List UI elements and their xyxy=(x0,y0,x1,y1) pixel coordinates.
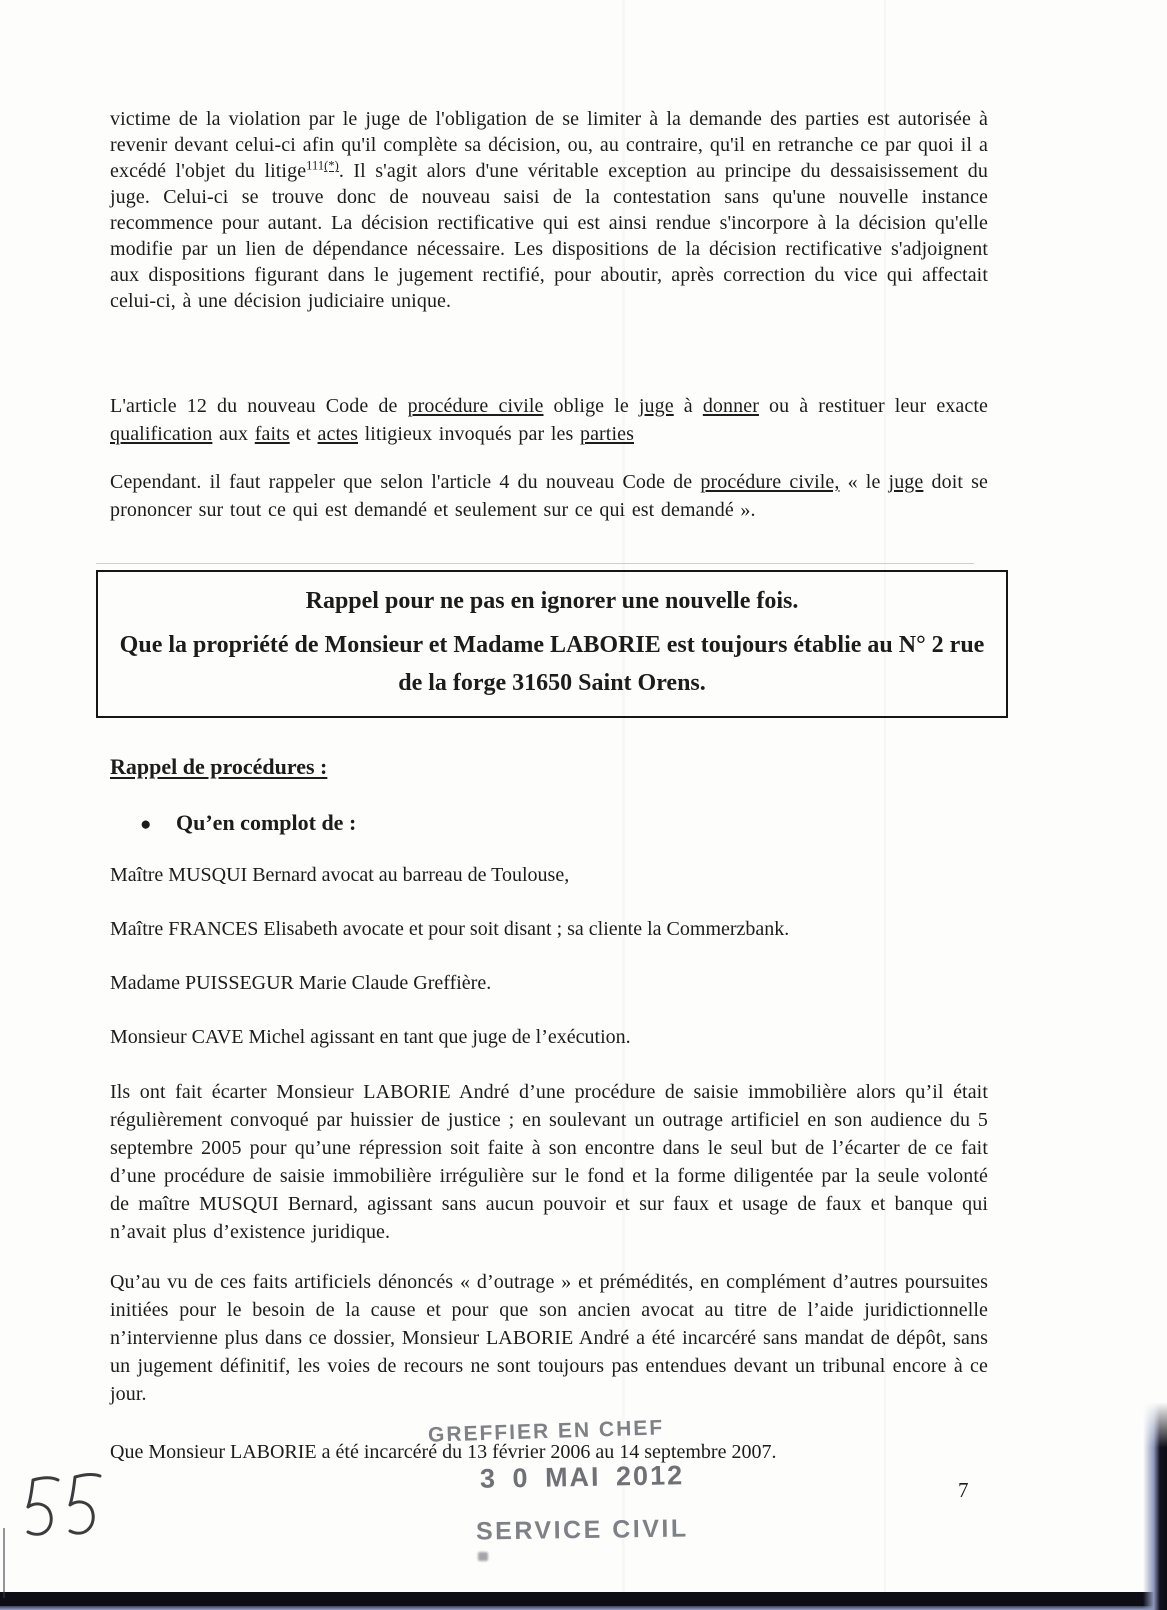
section-heading-rappel-de-procedures: Rappel de procédures : xyxy=(110,754,328,779)
party-line-cave: Monsieur CAVE Michel agissant en tant que juge de l’exécution. xyxy=(110,1026,631,1048)
scan-border-bottom-shadow xyxy=(0,1606,1167,1610)
paragraph-article-4: Cependant. il faut rappeler que selon l'article 4 du nouveau Code de procédure civile, « le juge doit se prononcer sur tout ce qui est demandé et seulement sur ce qui est demandé ». xyxy=(110,471,988,521)
final-line-incarceration: Que Monsieur LABORIE a été incarcéré du 13 février 2006 au 14 septembre 2007. xyxy=(110,1441,777,1463)
scan-line-artifact xyxy=(96,563,974,564)
stamp-date: 3 0 MAI 2012 xyxy=(479,1460,685,1494)
paragraph-saisie-immobiliere: Ils ont fait écarter Monsieur LABORIE André d’une procédure de saisie immobilière alors qu’il était régulièrement convoqué par huissier de justice ; en soulevant un outrage artificiel en son audience du 5 septembre 2005 pour qu’une répression soit faite à son encontre dans le seul but de l’écarter de ce fait d’une procédure de saisie immobilière irrégulière sur le fond et la forme diligentée par la seule volonté de maître MUSQUI Bernard, agissant sans aucun pouvoir et sur faux et usage de faux et banque qui n’avait plus d’existence juridique. xyxy=(110,1081,988,1243)
stamp-service-civil: SERVICE CIVIL xyxy=(475,1514,689,1546)
stamp-greffier-en-chef: GREFFIER EN CHEF xyxy=(427,1416,665,1447)
paragraph-dessaisissement: victime de la violation par le juge de l'obligation de se limiter à la demande des parties est autorisée à revenir devant celui-ci afin qu'il complète sa décision, ou, au contraire, qu'il en retranche ce par quoi il a excédé l'objet du litige$^{111(*)}$. Il s'agit alors d'une véritable exception au principe du dessaisissement du juge. Celui-ci se trouve donc de nouveau saisi de la contestation sans qu'une nouvelle instance recommence pour autant. La décision rectificative qui est ainsi rendue s'incorpore à la décision qu'elle modifie par un lien de dépendance nécessaire. Les dispositions de la décision rectificative s'adjoignent aux dispositions figurant dans le jugement rectifié, pour aboutir, après correction du vice qui affectait celui-ci, à une décision judiciaire unique. xyxy=(110,108,988,312)
bullet-dot: ● xyxy=(140,814,152,835)
page-number: 7 xyxy=(958,1478,969,1502)
scan-border-left xyxy=(3,1528,5,1598)
notice-box xyxy=(96,570,1008,718)
handwritten-55 xyxy=(22,1468,122,1563)
notice-box-title: Rappel pour ne pas en ignorer une nouvelle fois. xyxy=(305,588,799,614)
bullet-item-label: Qu’en complot de : xyxy=(176,810,357,835)
bullet-item-complot xyxy=(110,810,988,836)
scan-border-right xyxy=(1143,1402,1167,1610)
notice-box-statement: Que la propriété de Monsieur et Madame LABORIE est toujours établie au N° 2 rue de la forge 31650 Saint Orens. xyxy=(119,632,985,696)
party-line-musqui: Maître MUSQUI Bernard avocat au barreau de Toulouse, xyxy=(110,864,570,886)
paragraph-faits-artificiels: Qu’au vu de ces faits artificiels dénoncés « d’outrage » et prémédités, en complément d’autres poursuites initiées pour le besoin de la cause et pour que son ancien avocat au titre de l’aide juridictionnelle n’intervienne plus dans ce dossier, Monsieur LABORIE André a été incarcéré sans mandat de dépôt, sans un jugement définitif, les voies de recours ne sont toujours pas entendues devant un tribunal encore à ce jour. xyxy=(110,1271,988,1405)
party-line-puissegur: Madame PUISSEGUR Marie Claude Greffière. xyxy=(110,972,492,994)
party-line-frances: Maître FRANCES Elisabeth avocate et pour soit disant ; sa cliente la Commerzbank. xyxy=(110,918,790,940)
scan-border-bottom xyxy=(0,1592,1167,1606)
paragraph-article-12: L'article 12 du nouveau Code de procédure civile oblige le juge à donner ou à restituer leur exacte qualification aux faits et actes litigieux invoqués par les parties xyxy=(110,395,988,445)
